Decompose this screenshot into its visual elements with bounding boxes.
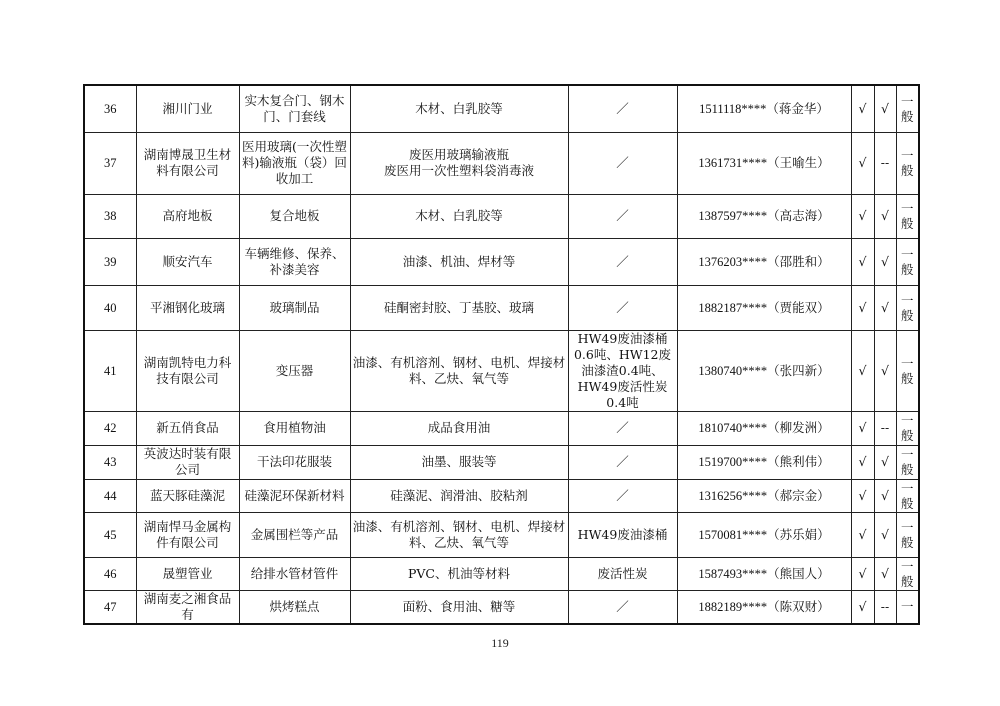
enterprise-name-cell: 湖南悍马金属构件有限公司 <box>136 512 239 557</box>
raw-materials-cell: 硅藻泥、润滑油、胶粘剂 <box>350 479 568 512</box>
enterprise-name-cell: 湘川门业 <box>136 85 239 132</box>
table-body <box>84 85 919 624</box>
hazardous-waste-cell: ／ <box>568 85 677 132</box>
product-cell: 玻璃制品 <box>239 285 350 330</box>
contact-person-cell: 1882187****（贾能双） <box>677 285 851 330</box>
contact-person-cell: 1511118****（蒋金华） <box>677 85 851 132</box>
row-number-cell: 45 <box>84 512 136 557</box>
risk-grade-cell: 一般 <box>896 445 919 479</box>
product-cell: 干法印花服装 <box>239 445 350 479</box>
enterprise-name-cell: 高府地板 <box>136 194 239 238</box>
table-row <box>84 132 919 194</box>
row-number-cell: 39 <box>84 238 136 285</box>
table-row <box>84 590 919 624</box>
check-mark-1-cell: √ <box>851 411 874 445</box>
table-row <box>84 479 919 512</box>
row-number-cell: 41 <box>84 330 136 411</box>
enterprise-name-cell: 英波达时装有限公司 <box>136 445 239 479</box>
row-number-cell: 46 <box>84 557 136 590</box>
check-mark-2-cell: √ <box>874 445 896 479</box>
risk-grade-cell: 一 <box>896 590 919 624</box>
check-mark-2-cell: √ <box>874 85 896 132</box>
raw-materials-cell: 油漆、有机溶剂、钢材、电机、焊接材料、乙炔、氧气等 <box>350 330 568 411</box>
hazardous-waste-cell: ／ <box>568 590 677 624</box>
row-number-cell: 36 <box>84 85 136 132</box>
check-mark-1-cell: √ <box>851 132 874 194</box>
contact-person-cell: 1882189****（陈双财） <box>677 590 851 624</box>
contact-person-cell: 1376203****（邵胜和） <box>677 238 851 285</box>
table-row <box>84 330 919 411</box>
risk-grade-cell: 一般 <box>896 285 919 330</box>
hazardous-waste-cell: ／ <box>568 194 677 238</box>
check-mark-2-cell: -- <box>874 590 896 624</box>
product-cell: 给排水管材管件 <box>239 557 350 590</box>
row-number-cell: 43 <box>84 445 136 479</box>
enterprise-table <box>83 84 920 625</box>
table-row <box>84 512 919 557</box>
risk-grade-cell: 一般 <box>896 85 919 132</box>
row-number-cell: 47 <box>84 590 136 624</box>
raw-materials-cell: 木材、白乳胶等 <box>350 85 568 132</box>
raw-materials-cell: 木材、白乳胶等 <box>350 194 568 238</box>
check-mark-1-cell: √ <box>851 445 874 479</box>
page-number: 119 <box>491 636 509 650</box>
row-number-cell: 40 <box>84 285 136 330</box>
product-cell: 变压器 <box>239 330 350 411</box>
table-row <box>84 85 919 132</box>
risk-grade-cell: 一般 <box>896 194 919 238</box>
check-mark-2-cell: √ <box>874 479 896 512</box>
check-mark-1-cell: √ <box>851 194 874 238</box>
contact-person-cell: 1570081****（苏乐娟） <box>677 512 851 557</box>
row-number-cell: 38 <box>84 194 136 238</box>
raw-materials-cell: 油漆、有机溶剂、钢材、电机、焊接材料、乙炔、氧气等 <box>350 512 568 557</box>
product-cell: 实木复合门、钢木门、门套线 <box>239 85 350 132</box>
check-mark-2-cell: √ <box>874 557 896 590</box>
product-cell: 金属围栏等产品 <box>239 512 350 557</box>
risk-grade-cell: 一般 <box>896 512 919 557</box>
contact-person-cell: 1587493****（熊国人） <box>677 557 851 590</box>
table-row <box>84 445 919 479</box>
check-mark-2-cell: -- <box>874 411 896 445</box>
risk-grade-cell: 一般 <box>896 479 919 512</box>
check-mark-2-cell: -- <box>874 132 896 194</box>
raw-materials-cell: 硅酮密封胶、丁基胶、玻璃 <box>350 285 568 330</box>
check-mark-2-cell: √ <box>874 285 896 330</box>
table-row <box>84 411 919 445</box>
enterprise-name-cell: 湖南博晟卫生材料有限公司 <box>136 132 239 194</box>
contact-person-cell: 1380740****（张四新） <box>677 330 851 411</box>
check-mark-1-cell: √ <box>851 479 874 512</box>
check-mark-2-cell: √ <box>874 330 896 411</box>
risk-grade-cell: 一般 <box>896 557 919 590</box>
enterprise-name-cell: 晟塑管业 <box>136 557 239 590</box>
contact-person-cell: 1519700****（熊利伟） <box>677 445 851 479</box>
product-cell: 食用植物油 <box>239 411 350 445</box>
hazardous-waste-cell: ／ <box>568 132 677 194</box>
contact-person-cell: 1316256****（郝宗金） <box>677 479 851 512</box>
raw-materials-cell: 油墨、服装等 <box>350 445 568 479</box>
raw-materials-cell: PVC、机油等材料 <box>350 557 568 590</box>
table-row <box>84 194 919 238</box>
table-row <box>84 285 919 330</box>
check-mark-1-cell: √ <box>851 330 874 411</box>
enterprise-name-cell: 新五俏食品 <box>136 411 239 445</box>
check-mark-1-cell: √ <box>851 590 874 624</box>
check-mark-2-cell: √ <box>874 194 896 238</box>
hazardous-waste-cell: ／ <box>568 479 677 512</box>
product-cell: 复合地板 <box>239 194 350 238</box>
contact-person-cell: 1387597****（高志海） <box>677 194 851 238</box>
hazardous-waste-cell: ／ <box>568 445 677 479</box>
hazardous-waste-cell: ／ <box>568 285 677 330</box>
check-mark-1-cell: √ <box>851 557 874 590</box>
enterprise-name-cell: 顺安汽车 <box>136 238 239 285</box>
product-cell: 医用玻璃(一次性塑料)输液瓶（袋）回收加工 <box>239 132 350 194</box>
row-number-cell: 44 <box>84 479 136 512</box>
hazardous-waste-cell: ／ <box>568 411 677 445</box>
table-row <box>84 238 919 285</box>
check-mark-2-cell: √ <box>874 238 896 285</box>
raw-materials-cell: 面粉、食用油、糖等 <box>350 590 568 624</box>
risk-grade-cell: 一般 <box>896 132 919 194</box>
check-mark-1-cell: √ <box>851 512 874 557</box>
enterprise-name-cell: 湖南麦之湘食品有 <box>136 590 239 624</box>
risk-grade-cell: 一般 <box>896 238 919 285</box>
check-mark-1-cell: √ <box>851 238 874 285</box>
hazardous-waste-cell: HW49废油漆桶 <box>568 512 677 557</box>
contact-person-cell: 1361731****（王喻生） <box>677 132 851 194</box>
hazardous-waste-cell: 废活性炭 <box>568 557 677 590</box>
enterprise-name-cell: 湖南凯特电力科技有限公司 <box>136 330 239 411</box>
hazardous-waste-cell: ／ <box>568 238 677 285</box>
enterprise-name-cell: 平湘钢化玻璃 <box>136 285 239 330</box>
raw-materials-cell: 成品食用油 <box>350 411 568 445</box>
row-number-cell: 37 <box>84 132 136 194</box>
table-row <box>84 557 919 590</box>
contact-person-cell: 1810740****（柳发洲） <box>677 411 851 445</box>
product-cell: 烘烤糕点 <box>239 590 350 624</box>
product-cell: 硅藻泥环保新材料 <box>239 479 350 512</box>
raw-materials-cell: 油漆、机油、焊材等 <box>350 238 568 285</box>
risk-grade-cell: 一般 <box>896 411 919 445</box>
check-mark-2-cell: √ <box>874 512 896 557</box>
check-mark-1-cell: √ <box>851 85 874 132</box>
risk-grade-cell: 一般 <box>896 330 919 411</box>
raw-materials-cell: 废医用玻璃输液瓶 废医用一次性塑料袋消毒液 <box>350 132 568 194</box>
check-mark-1-cell: √ <box>851 285 874 330</box>
enterprise-name-cell: 蓝天豚硅藻泥 <box>136 479 239 512</box>
hazardous-waste-cell: HW49废油漆桶0.6吨、HW12废油漆渣0.4吨、HW49废活性炭0.4吨 <box>568 330 677 411</box>
product-cell: 车辆维修、保养、补漆美容 <box>239 238 350 285</box>
row-number-cell: 42 <box>84 411 136 445</box>
